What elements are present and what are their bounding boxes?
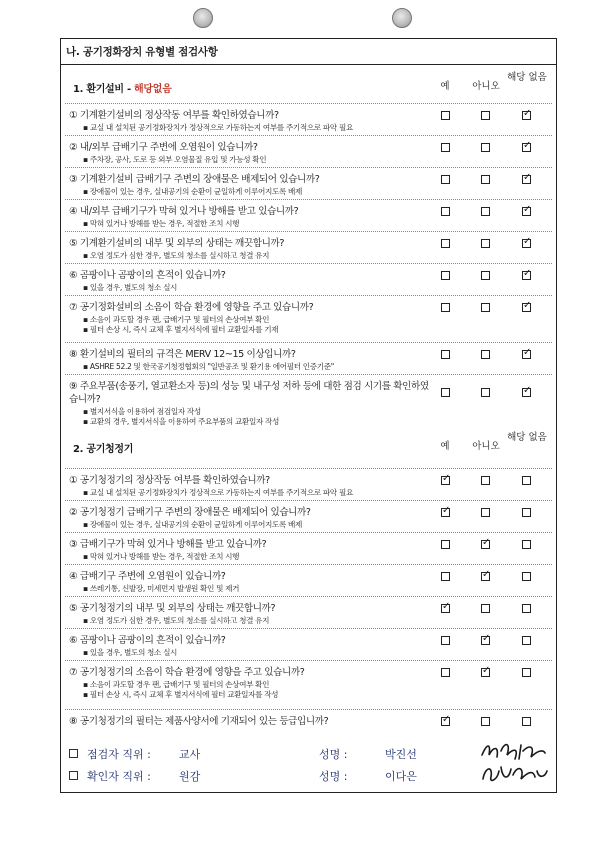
row-separator bbox=[65, 135, 552, 136]
answer-checkbox-na[interactable] bbox=[522, 239, 531, 248]
section-title-text: 1. 환기설비 - bbox=[73, 84, 134, 95]
answer-checkbox-na[interactable] bbox=[522, 143, 531, 152]
bullet-mark: ▪ bbox=[83, 488, 90, 497]
answer-checkbox-yes[interactable] bbox=[441, 540, 450, 549]
inspector-position: 교사 bbox=[179, 748, 201, 761]
question-note bbox=[83, 552, 239, 562]
question-text: ② 공기청정기 급배기구 주변의 장애물은 배제되어 있습니까? bbox=[69, 507, 311, 518]
question-text: ④ 내/외부 급배기구가 막혀 있거나 방해를 받고 있습니까? bbox=[69, 206, 299, 217]
inspector-label: 점검자 직위 : bbox=[87, 748, 151, 761]
question-note bbox=[83, 690, 278, 700]
question-note bbox=[83, 187, 302, 197]
column-header-1: 예 bbox=[440, 81, 450, 92]
bullet-mark: ▪ bbox=[83, 552, 90, 561]
answer-checkbox-yes[interactable] bbox=[441, 207, 450, 216]
answer-checkbox-no[interactable] bbox=[481, 303, 490, 312]
question-note-text: 소음이 과도할 경우 팬, 급배기구 및 필터의 손상여부 확인 bbox=[89, 315, 270, 324]
row-separator bbox=[65, 103, 552, 104]
inspector-checkbox[interactable] bbox=[69, 749, 78, 758]
question-note bbox=[83, 584, 239, 594]
answer-checkbox-no[interactable] bbox=[481, 350, 490, 359]
checker-handwritten-signature bbox=[479, 761, 549, 785]
answer-checkbox-yes[interactable] bbox=[441, 111, 450, 120]
column-header-2: 아니오 bbox=[472, 81, 500, 92]
question-note-text: 별지서식을 이용하여 점검일자 작성 bbox=[89, 407, 201, 416]
column-header-3: 해당 없음 bbox=[507, 432, 547, 443]
question-note bbox=[83, 680, 269, 690]
question-text: ⑥ 곰팡이나 곰팡이의 흔적이 있습니까? bbox=[69, 635, 226, 646]
answer-checkbox-yes[interactable] bbox=[441, 303, 450, 312]
bullet-mark: ▪ bbox=[83, 690, 90, 699]
question-note-text: ASHRE 52.2 및 한국공기청정협회의 "일반공조 및 환기용 에어필터 인증기준" bbox=[89, 362, 334, 371]
row-separator bbox=[65, 231, 552, 232]
question-text: ④ 급배기구 주변에 오염원이 있습니까? bbox=[69, 571, 226, 582]
row-separator bbox=[65, 342, 552, 343]
page-title: 나. 공기정화장치 유형별 점검사항 bbox=[66, 46, 218, 58]
answer-checkbox-na[interactable] bbox=[522, 668, 531, 677]
answer-checkbox-na[interactable] bbox=[522, 508, 531, 517]
bullet-mark: ▪ bbox=[83, 315, 90, 324]
row-separator bbox=[65, 295, 552, 296]
question-text: ② 내/외부 급배기구 주변에 오염원이 있습니까? bbox=[69, 142, 258, 153]
answer-checkbox-na[interactable] bbox=[522, 572, 531, 581]
question-note-text: 장애물이 있는 경우, 실내공기의 순환이 균일하게 이루어지도록 배제 bbox=[89, 187, 302, 196]
question-note-text: 주차장, 공사, 도로 등 외부 오염물질 유입 및 가능성 확인 bbox=[89, 155, 267, 164]
bullet-mark: ▪ bbox=[83, 283, 90, 292]
question-text: ⑤ 기계환기설비의 내부 및 외부의 상태는 깨끗합니까? bbox=[69, 238, 285, 249]
question-note-text: 오염 정도가 심한 경우, 별도의 청소를 실시하고 청결 유지 bbox=[89, 251, 270, 260]
row-separator bbox=[65, 596, 552, 597]
question-note bbox=[83, 251, 269, 261]
bullet-mark: ▪ bbox=[83, 123, 90, 132]
answer-checkbox-na[interactable] bbox=[522, 604, 531, 613]
answer-checkbox-no[interactable] bbox=[481, 668, 490, 677]
answer-checkbox-na[interactable] bbox=[522, 717, 531, 726]
question-note-text: 막혀 있거나 방해를 받는 경우, 적절한 조치 시행 bbox=[89, 552, 240, 561]
question-note-text: 장애물이 있는 경우, 실내공기의 순환이 균일하게 이루어지도록 배제 bbox=[89, 520, 302, 529]
column-header-3: 해당 없음 bbox=[507, 72, 547, 83]
row-separator bbox=[65, 660, 552, 661]
answer-checkbox-yes[interactable] bbox=[441, 271, 450, 280]
row-separator bbox=[65, 628, 552, 629]
question-text: ⑧ 환기설비의 필터의 규격은 MERV 12~15 이상입니까? bbox=[69, 349, 296, 360]
answer-checkbox-na[interactable] bbox=[522, 476, 531, 485]
bullet-mark: ▪ bbox=[83, 584, 90, 593]
question-note-text: 오염 정도가 심한 경우, 별도의 청소를 실시하고 청결 유지 bbox=[89, 616, 270, 625]
answer-checkbox-no[interactable] bbox=[481, 476, 490, 485]
row-separator bbox=[65, 532, 552, 533]
bullet-mark: ▪ bbox=[83, 251, 90, 260]
answer-checkbox-yes[interactable] bbox=[441, 508, 450, 517]
bullet-mark: ▪ bbox=[83, 325, 90, 334]
answer-checkbox-yes[interactable] bbox=[441, 350, 450, 359]
row-separator bbox=[65, 199, 552, 200]
answer-checkbox-yes[interactable] bbox=[441, 239, 450, 248]
answer-checkbox-yes[interactable] bbox=[441, 717, 450, 726]
answer-checkbox-no[interactable] bbox=[481, 388, 490, 397]
bullet-mark: ▪ bbox=[83, 155, 90, 164]
question-note-text: 있을 경우, 별도의 청소 실시 bbox=[89, 283, 178, 292]
question-text: ③ 급배기구가 막혀 있거나 방해를 받고 있습니까? bbox=[69, 539, 267, 550]
answer-checkbox-na[interactable] bbox=[522, 207, 531, 216]
question-note-text: 필터 손상 시, 즉시 교체 후 별지서식에 필터 교환일자를 기재 bbox=[89, 325, 279, 334]
answer-checkbox-na[interactable] bbox=[522, 636, 531, 645]
answer-checkbox-na[interactable] bbox=[522, 388, 531, 397]
answer-checkbox-yes[interactable] bbox=[441, 476, 450, 485]
question-note-text: 교환의 경우, 별지서식을 이용하여 주요부품의 교환일자 작성 bbox=[89, 417, 279, 426]
title-divider bbox=[61, 64, 556, 65]
question-text: ⑤ 공기청정기의 내부 및 외부의 상태는 깨끗합니까? bbox=[69, 603, 276, 614]
question-note-text: 있을 경우, 별도의 청소 실시 bbox=[89, 648, 178, 657]
bullet-mark: ▪ bbox=[83, 680, 90, 689]
answer-checkbox-na[interactable] bbox=[522, 350, 531, 359]
column-header-2: 아니오 bbox=[472, 441, 500, 452]
answer-checkbox-no[interactable] bbox=[481, 717, 490, 726]
question-note-text: 교실 내 설치된 공기정화장치가 정상적으로 가동하는지 여부를 주기적으로 파악 필요 bbox=[89, 123, 353, 132]
bullet-mark: ▪ bbox=[83, 616, 90, 625]
bullet-mark: ▪ bbox=[83, 219, 90, 228]
punch-hole-left bbox=[193, 8, 213, 28]
row-separator bbox=[65, 564, 552, 565]
inspector-name-label: 성명 : bbox=[319, 748, 348, 761]
row-separator bbox=[65, 500, 552, 501]
question-note-text: 막혀 있거나 방해를 받는 경우, 적절한 조치 시행 bbox=[89, 219, 240, 228]
question-note bbox=[83, 407, 201, 417]
inspector-name: 박진선 bbox=[385, 748, 417, 761]
bullet-mark: ▪ bbox=[83, 187, 90, 196]
answer-checkbox-no[interactable] bbox=[481, 239, 490, 248]
checker-name-label: 성명 : bbox=[319, 770, 348, 783]
answer-checkbox-no[interactable] bbox=[481, 508, 490, 517]
question-note bbox=[83, 123, 353, 133]
bullet-mark: ▪ bbox=[83, 362, 90, 371]
answer-checkbox-yes[interactable] bbox=[441, 668, 450, 677]
question-note bbox=[83, 219, 239, 229]
row-separator bbox=[65, 468, 552, 469]
answer-checkbox-no[interactable] bbox=[481, 175, 490, 184]
answer-checkbox-no[interactable] bbox=[481, 271, 490, 280]
answer-checkbox-na[interactable] bbox=[522, 271, 531, 280]
question-text: ⑦ 공기청정기의 소음이 학습 환경에 영향을 주고 있습니까? bbox=[69, 667, 305, 678]
checker-label: 확인자 직위 : bbox=[87, 770, 151, 783]
answer-checkbox-na[interactable] bbox=[522, 540, 531, 549]
checker-name: 이다은 bbox=[385, 770, 417, 783]
answer-checkbox-no[interactable] bbox=[481, 111, 490, 120]
row-separator bbox=[65, 167, 552, 168]
answer-checkbox-yes[interactable] bbox=[441, 636, 450, 645]
question-note bbox=[83, 362, 334, 372]
answer-checkbox-no[interactable] bbox=[481, 636, 490, 645]
section-title bbox=[73, 80, 171, 95]
question-note bbox=[83, 616, 269, 626]
question-text: ⑧ 공기청정기의 필터는 제품사양서에 기재되어 있는 등급입니까? bbox=[69, 716, 329, 727]
question-text: ⑥ 곰팡이나 곰팡이의 흔적이 있습니까? bbox=[69, 270, 226, 281]
question-note bbox=[83, 417, 279, 427]
bullet-mark: ▪ bbox=[83, 417, 90, 426]
question-note bbox=[83, 155, 266, 165]
answer-checkbox-yes[interactable] bbox=[441, 388, 450, 397]
answer-checkbox-no[interactable] bbox=[481, 207, 490, 216]
bullet-mark: ▪ bbox=[83, 520, 90, 529]
question-text: ⑨ 주요부품(송풍기, 열교환소자 등)의 성능 및 내구성 저하 등에 대한 점검 시기를 확인하였습니까? bbox=[69, 381, 429, 405]
punch-hole-right bbox=[392, 8, 412, 28]
checker-checkbox[interactable] bbox=[69, 771, 78, 780]
question-note-text: 교실 내 설치된 공기정화장치가 정상적으로 가동하는지 여부를 주기적으로 파악 필요 bbox=[89, 488, 353, 497]
answer-checkbox-yes[interactable] bbox=[441, 572, 450, 581]
answer-checkbox-yes[interactable] bbox=[441, 175, 450, 184]
question-text: ① 공기청정기의 정상작동 여부를 확인하였습니까? bbox=[69, 475, 270, 486]
answer-checkbox-na[interactable] bbox=[522, 111, 531, 120]
answer-checkbox-no[interactable] bbox=[481, 540, 490, 549]
question-note bbox=[83, 648, 177, 658]
question-note-text: 쓰레기통, 신발장, 미세먼지 발생원 확인 및 제거 bbox=[89, 584, 240, 593]
bullet-mark: ▪ bbox=[83, 648, 90, 657]
row-separator bbox=[65, 709, 552, 710]
question-text: ⑦ 공기정화설비의 소음이 학습 환경에 영향을 주고 있습니까? bbox=[69, 302, 314, 313]
question-note bbox=[83, 325, 278, 335]
question-note-text: 필터 손상 시, 즉시 교체 후 별지서식에 필터 교환일자를 작성 bbox=[89, 690, 279, 699]
row-separator bbox=[65, 374, 552, 375]
answer-checkbox-na[interactable] bbox=[522, 175, 531, 184]
question-note bbox=[83, 315, 269, 325]
answer-checkbox-no[interactable] bbox=[481, 572, 490, 581]
answer-checkbox-na[interactable] bbox=[522, 303, 531, 312]
question-note bbox=[83, 488, 353, 498]
question-note bbox=[83, 283, 177, 293]
section-title bbox=[73, 440, 133, 455]
section-title-note: 해당없음 bbox=[134, 84, 172, 95]
checklist-frame bbox=[60, 38, 557, 793]
answer-checkbox-no[interactable] bbox=[481, 604, 490, 613]
answer-checkbox-yes[interactable] bbox=[441, 143, 450, 152]
question-text: ③ 기계환기설비 급배기구 주변의 장애물은 배제되어 있습니까? bbox=[69, 174, 320, 185]
answer-checkbox-no[interactable] bbox=[481, 143, 490, 152]
inspector-handwritten-signature bbox=[479, 739, 549, 763]
question-note-text: 소음이 과도할 경우 팬, 급배기구 및 필터의 손상여부 확인 bbox=[89, 680, 270, 689]
checker-position: 원감 bbox=[179, 770, 201, 783]
row-separator bbox=[65, 263, 552, 264]
bullet-mark: ▪ bbox=[83, 407, 90, 416]
question-text: ① 기계환기설비의 정상작동 여부를 확인하였습니까? bbox=[69, 110, 279, 121]
answer-checkbox-yes[interactable] bbox=[441, 604, 450, 613]
column-header-1: 예 bbox=[440, 441, 450, 452]
section-title-text: 2. 공기청정기 bbox=[73, 444, 134, 455]
question-note bbox=[83, 520, 302, 530]
